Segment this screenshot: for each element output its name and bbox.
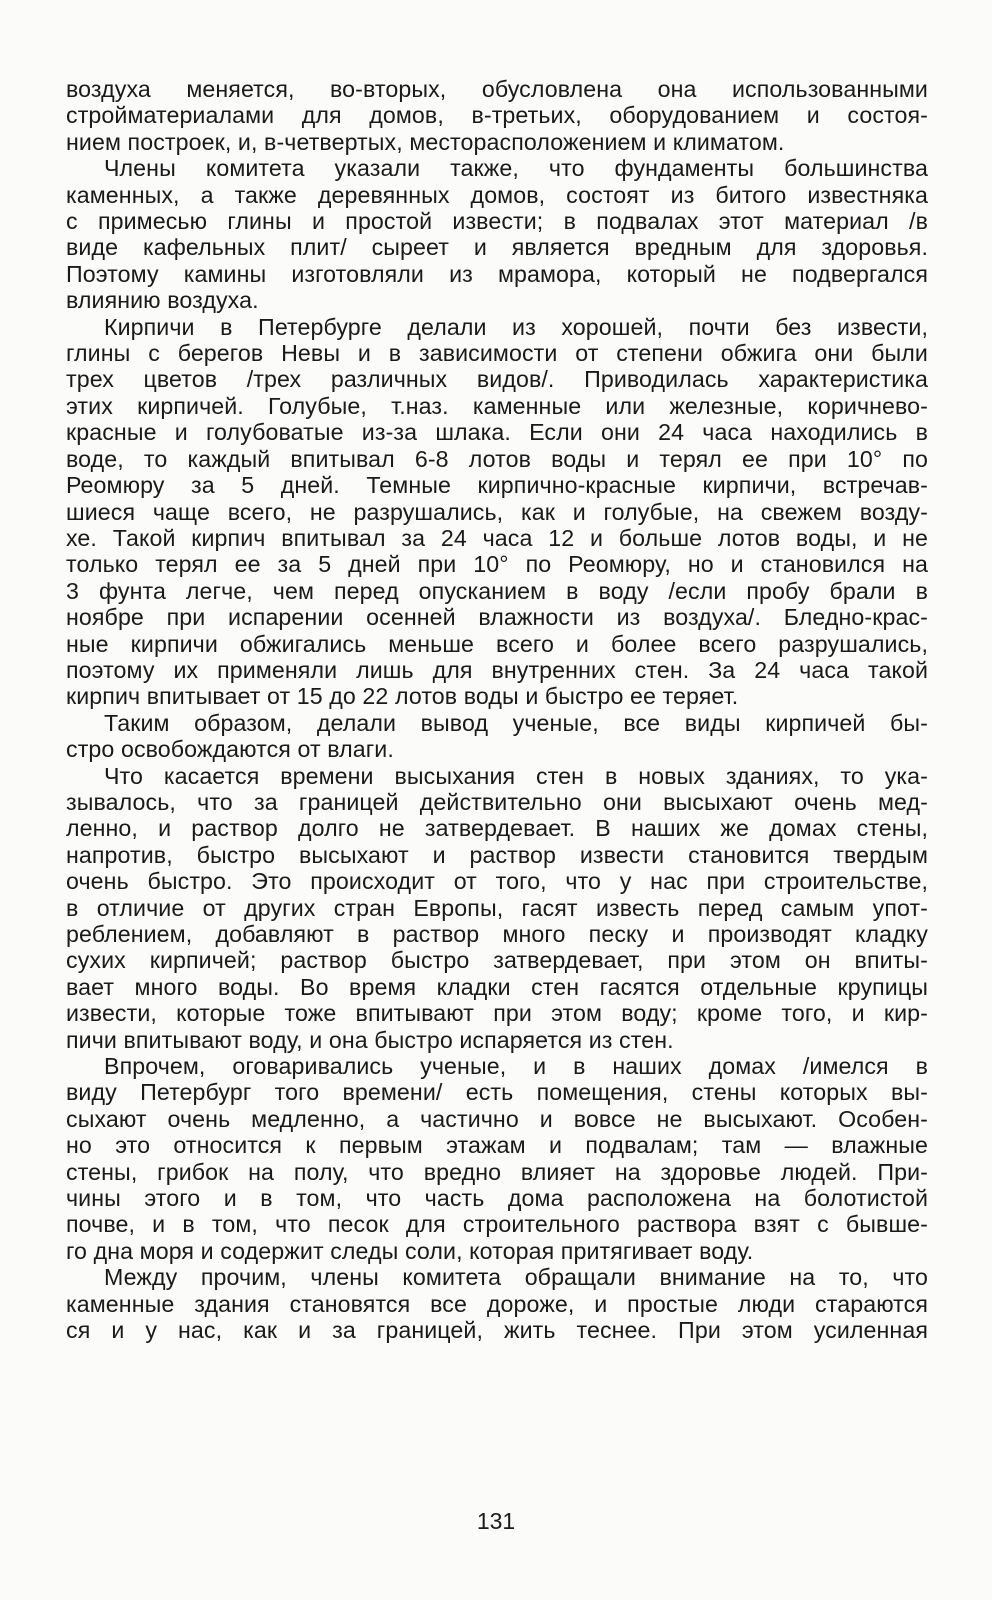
text-line: Между прочим, члены комитета обращали внимание на то, что xyxy=(104,1264,928,1291)
text-line: ноябре при испарении осенней влажности из воздуха/. Бледно-крас- xyxy=(66,604,928,631)
text-line: зывалось, что за границей действительно они высыхают очень мед- xyxy=(66,788,928,815)
text-line: стены, грибок на полу, что вредно влияет на здоровье людей. При- xyxy=(66,1158,928,1185)
text-line: нием построек, и, в-четвертых, месторасположением и климатом. xyxy=(66,128,785,155)
text-line: кирпич впитывает от 15 до 22 лотов воды и быстро ее теряет. xyxy=(66,683,739,710)
text-line: влиянию воздуха. xyxy=(66,287,259,314)
text-line: этих кирпичей. Голубые, т.наз. каменные или железные, коричнево- xyxy=(66,392,928,419)
paragraph xyxy=(66,710,928,763)
paragraph xyxy=(66,1053,928,1264)
text-line: Кирпичи в Петербурге делали из хорошей, почти без извести, xyxy=(104,313,928,340)
text-line: стро освобождаются от влаги. xyxy=(66,736,394,763)
text-line: в отличие от других стран Европы, гасят известь перед самым упот- xyxy=(66,894,928,921)
text-line: очень быстро. Это происходит от того, что у нас при строительстве, xyxy=(66,868,928,895)
text-line: чины этого и в том, что часть дома расположена на болотистой xyxy=(66,1185,928,1212)
paragraph xyxy=(66,76,928,155)
text-line: ленно, и раствор долго не затвердевает. В наших же домах стены, xyxy=(66,815,928,842)
text-line: извести, которые тоже впитывают при этом воду; кроме того, и кир- xyxy=(66,1000,928,1027)
text-line: поэтому их применяли лишь для внутренних стен. За 24 часа такой xyxy=(66,656,928,683)
page-number: 131 xyxy=(476,1508,516,1534)
text-line: воде, то каждый впитывал 6-8 лотов воды и терял ее при 10° по xyxy=(66,445,928,472)
text-line: с примесью глины и простой извести; в подвалах этот материал /в xyxy=(66,208,928,235)
paragraph xyxy=(66,155,928,313)
text-line: хе. Такой кирпич впитывал за 24 часа 12 и больше лотов воды, и не xyxy=(66,524,928,551)
text-line: го дна моря и содержит следы соли, которая притягивает воду. xyxy=(66,1237,754,1264)
text-line: Реомюру за 5 дней. Темные кирпично-красные кирпичи, встречав- xyxy=(66,472,928,499)
text-line: Таким образом, делали вывод ученые, все виды кирпичей бы- xyxy=(104,709,928,736)
text-line: напротив, быстро высыхают и раствор извести становится твердым xyxy=(66,841,928,868)
text-line: сухих кирпичей; раствор быстро затвердевает, при этом он впиты- xyxy=(66,947,928,974)
text-line: сыхают очень медленно, а частично и вовсе не высыхают. Особен- xyxy=(66,1105,928,1132)
paragraph xyxy=(66,314,928,710)
text-line: глины с берегов Невы и в зависимости от степени обжига они были xyxy=(66,340,928,367)
text-line: шиеся чаще всего, не разрушались, как и голубые, на свежем возду- xyxy=(66,498,928,525)
text-line: трех цветов /трех различных видов/. Приводилась характеристика xyxy=(66,366,928,393)
body-text xyxy=(66,76,928,1344)
text-line: виде кафельных плит/ сыреет и является вредным для здоровья. xyxy=(66,234,928,261)
text-line: Поэтому камины изготовляли из мрамора, который не подвергался xyxy=(66,260,928,287)
text-line: почве, и в том, что песок для строительного раствора взят с бывше- xyxy=(66,1211,928,1238)
text-line: ные кирпичи обжигались меньше всего и более всего разрушались, xyxy=(66,630,928,657)
text-line: Члены комитета указали также, что фундаменты большинства xyxy=(104,155,928,182)
text-line: 3 фунта легче, чем перед опусканием в воду /если пробу брали в xyxy=(66,577,928,604)
text-line: Впрочем, оговаривались ученые, и в наших домах /имелся в xyxy=(104,1053,928,1080)
text-line: красные и голубоватые из-за шлака. Если они 24 часа находились в xyxy=(66,419,928,446)
text-line: реблением, добавляют в раствор много песку и производят кладку xyxy=(66,921,928,947)
text-line: виду Петербург того времени/ есть помещения, стены которых вы- xyxy=(66,1079,928,1106)
text-line: каменные здания становятся все дороже, и простые люди стараются xyxy=(66,1290,928,1317)
text-line: но это относится к первым этажам и подвалам; там — влажные xyxy=(66,1132,928,1159)
text-line: стройматериалами для домов, в-третьих, оборудованием и состоя- xyxy=(66,102,928,129)
text-line: ся и у нас, как и за границей, жить теснее. При этом усиленная xyxy=(66,1317,928,1344)
text-line: каменных, а также деревянных домов, состоят из битого известняка xyxy=(66,181,928,208)
paragraph xyxy=(66,763,928,1053)
text-line: Что касается времени высыхания стен в новых зданиях, то ука- xyxy=(104,762,928,789)
text-line: только терял ее за 5 дней при 10° по Реомюру, но и становился на xyxy=(66,551,928,578)
text-line: пичи впитывают воду, и она быстро испаряется из стен. xyxy=(66,1026,674,1053)
text-line: воздуха меняется, во-вторых, обусловлена она использованными xyxy=(66,76,928,102)
paragraph xyxy=(66,1264,928,1343)
text-line: вает много воды. Во время кладки стен гасятся отдельные крупицы xyxy=(66,973,928,1000)
